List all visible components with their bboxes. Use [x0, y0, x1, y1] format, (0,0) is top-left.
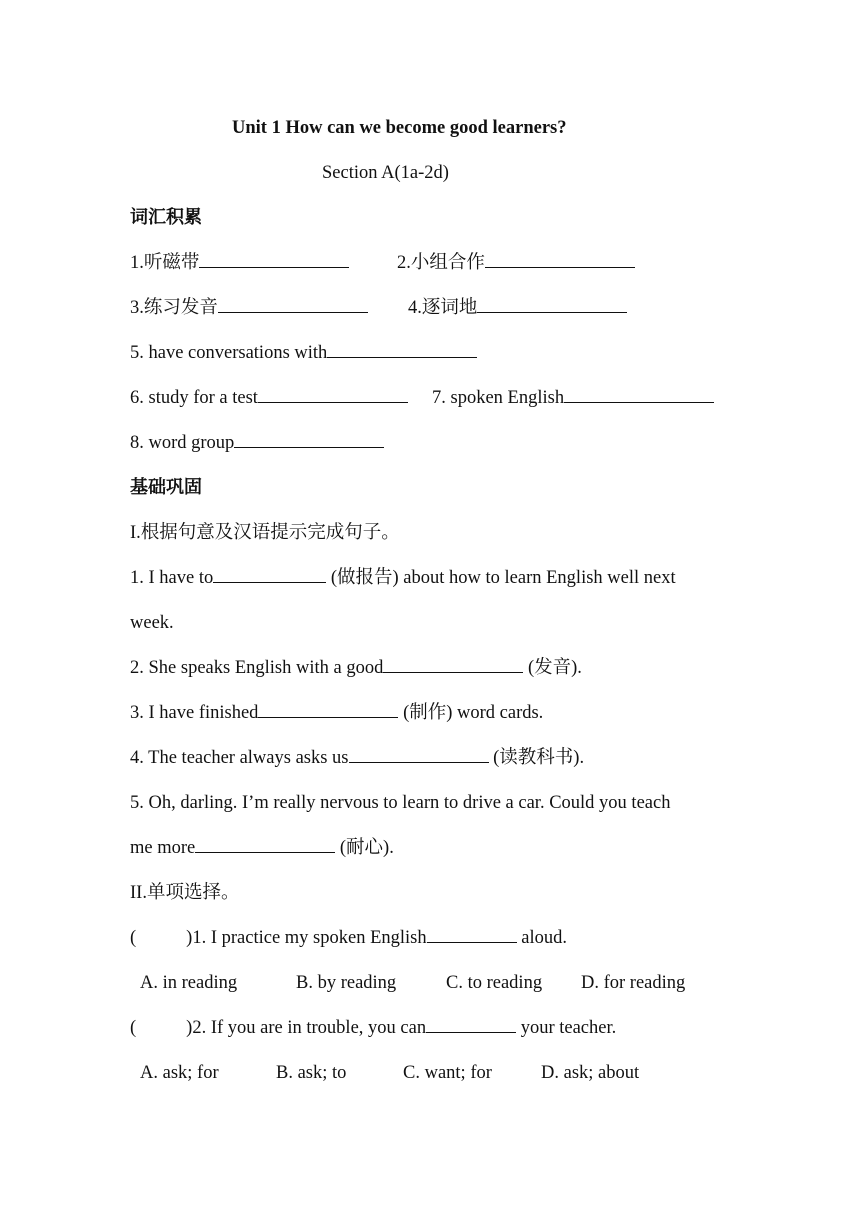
mc-option-b[interactable]: B. ask; to: [276, 1063, 347, 1083]
question-text: 2. She speaks English with a good: [130, 658, 384, 678]
answer-blank[interactable]: [426, 1016, 516, 1033]
mc-question-2: [130, 1016, 616, 1040]
question-hint: (做报告) about how to learn English well next: [326, 568, 676, 588]
question-4: [130, 746, 584, 770]
section-subtitle: Section A(1a-2d): [322, 163, 449, 183]
vocab-item: [130, 296, 368, 320]
answer-blank[interactable]: [213, 566, 326, 583]
question-hint: (读教科书).: [488, 748, 585, 768]
answer-blank[interactable]: [234, 431, 384, 448]
answer-blank[interactable]: [477, 296, 627, 313]
vocab-label: 7. spoken English: [432, 388, 565, 408]
answer-blank[interactable]: [218, 296, 368, 313]
answer-blank[interactable]: [327, 341, 477, 358]
answer-blank[interactable]: [427, 926, 517, 943]
question-5-continuation: [130, 836, 394, 860]
part1-instruction: I.根据句意及汉语提示完成句子。: [130, 523, 400, 543]
page-title: Unit 1 How can we become good learners?: [232, 118, 567, 138]
mc-option-b[interactable]: B. by reading: [296, 973, 397, 993]
answer-blank[interactable]: [485, 251, 635, 268]
vocab-item: [130, 386, 408, 410]
question-5: 5. Oh, darling. I’m really nervous to learn to drive a car. Could you teach: [130, 793, 671, 813]
vocab-label: 4.逐词地: [408, 298, 478, 318]
answer-blank[interactable]: [564, 386, 714, 403]
mc-option-d[interactable]: D. ask; about: [541, 1063, 640, 1083]
vocab-item: [408, 296, 627, 320]
mc-option-c[interactable]: C. want; for: [403, 1063, 492, 1083]
question-text: 4. The teacher always asks us: [130, 748, 349, 768]
vocab-item: [130, 251, 349, 275]
vocab-label: 3.练习发音: [130, 298, 218, 318]
answer-blank[interactable]: [258, 701, 398, 718]
question-hint: (发音).: [523, 658, 582, 678]
mc-option-d[interactable]: D. for reading: [581, 973, 686, 993]
vocab-heading: 词汇积累: [130, 207, 202, 228]
answer-paren-open: (: [130, 1018, 137, 1038]
question-2: [130, 656, 582, 680]
mc-question-1: [130, 926, 567, 950]
basics-heading: 基础巩固: [130, 477, 202, 498]
answer-paren-open: (: [130, 928, 137, 948]
vocab-label: 8. word group: [130, 433, 235, 453]
question-1: [130, 566, 676, 590]
vocab-label: 5. have conversations with: [130, 343, 328, 363]
vocab-label: 6. study for a test: [130, 388, 258, 408]
vocab-item: [130, 431, 384, 455]
question-text: )1. I practice my spoken English: [186, 928, 427, 948]
vocab-item: [432, 386, 714, 410]
answer-blank[interactable]: [195, 836, 335, 853]
vocab-label: 2.小组合作: [397, 253, 485, 273]
part2-instruction: II.单项选择。: [130, 883, 240, 903]
question-hint: (制作) word cards.: [398, 703, 544, 723]
question-3: [130, 701, 543, 725]
question-text-end: your teacher.: [516, 1018, 617, 1038]
mc-option-c[interactable]: C. to reading: [446, 973, 543, 993]
mc-option-a[interactable]: A. ask; for: [140, 1063, 219, 1083]
mc-option-a[interactable]: A. in reading: [140, 973, 238, 993]
answer-blank[interactable]: [383, 656, 523, 673]
vocab-item: [397, 251, 635, 275]
answer-blank[interactable]: [349, 746, 489, 763]
vocab-item: [130, 341, 477, 365]
question-text: 1. I have to: [130, 568, 214, 588]
question-1-continuation: week.: [130, 613, 174, 633]
question-hint: (耐心).: [335, 838, 394, 858]
question-text: me more: [130, 838, 196, 858]
question-text: )2. If you are in trouble, you can: [186, 1018, 427, 1038]
answer-blank[interactable]: [258, 386, 408, 403]
question-text: 3. I have finished: [130, 703, 259, 723]
vocab-label: 1.听磁带: [130, 253, 200, 273]
answer-blank[interactable]: [199, 251, 349, 268]
question-text-end: aloud.: [516, 928, 567, 948]
